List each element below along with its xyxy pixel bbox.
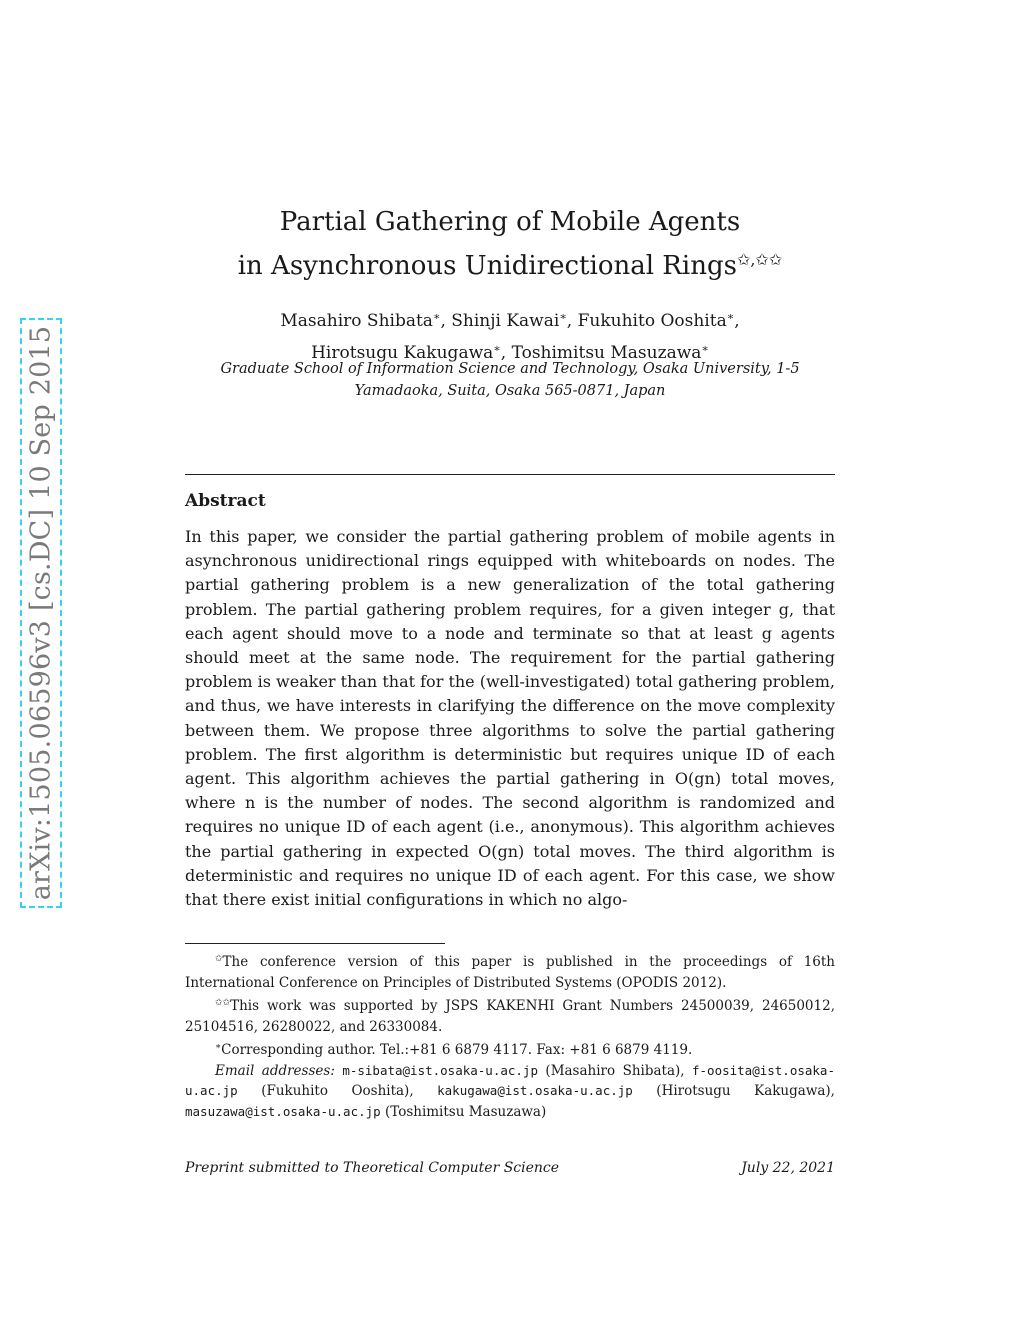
email-owner: (Hirotsugu Kakugawa),: [656, 1083, 835, 1099]
author-name: Shinji Kawai: [451, 311, 560, 331]
footnote-funding: [185, 993, 835, 1037]
email-owner: (Toshimitsu Masuzawa): [384, 1103, 547, 1120]
author-name: Masahiro Shibata: [280, 311, 433, 331]
title-line-2-text: in Asynchronous Unidirectional Rings: [237, 251, 737, 281]
paper-title: [185, 204, 835, 285]
author-mark: ∗: [726, 310, 735, 323]
footnotes: [185, 949, 835, 1122]
email-owner: (Fukuhito Ooshita),: [261, 1083, 414, 1099]
author-line-2: Hirotsugu Kakugawa∗, Toshimitsu Masuzawa∗: [311, 342, 709, 363]
title-line-2: [185, 241, 835, 285]
email-owner: (Masahiro Shibata),: [545, 1062, 685, 1079]
footnote-mark: ✩: [215, 954, 223, 964]
footnote-text: Corresponding author. Tel.:+81 6 6879 4117. Fax: +81 6 6879 4119.: [221, 1042, 693, 1058]
abstract-text: In this paper, we consider the partial gathering problem of mobile agents in asynchronous unidirectional rings equipped with whiteboards on nodes. The partial gathering problem is a new generalization of the total gathering problem. The partial gathering problem requires, for a given integer g, that each agent should move to a node and terminate so that at least g agents should meet at the same node. The requirement for the partial gathering problem is weaker than that for the (well-investigated) total gathering problem, and thus, we have interests in clarifying the difference on the move complexity between them. We propose three algorithms to solve the partial gathering problem. The first algorithm is deterministic but requires unique ID of each agent. This algorithm achieves the partial gathering in O(gn) total moves, where n is the number of nodes. The second algorithm is randomized and requires no unique ID of each agent (i.e., anonymous). This algorithm achieves the partial gathering in expected O(gn) total moves. The third algorithm is deterministic and requires no unique ID of each agent. For this case, we show that there exist initial configurations in which no algo-: [185, 527, 835, 910]
footnote-conference: [185, 949, 835, 993]
email-link[interactable]: f-oosita@ist.osaka-u.ac.jp: [185, 1062, 835, 1098]
author-line-1: Masahiro Shibata∗, Shinji Kawai∗, Fukuhito Ooshita∗,: [280, 310, 740, 331]
footnote-mark: ∗: [215, 1042, 222, 1052]
footer-date: July 22, 2021: [741, 1160, 835, 1176]
author-name: Hirotsugu Kakugawa: [311, 343, 494, 363]
arxiv-id: arXiv:1505.06596v3 [cs.DC] 10 Sep 2015: [25, 325, 57, 901]
footnote-corresponding: [185, 1037, 835, 1061]
title-line-1: Partial Gathering of Mobile Agents: [279, 207, 741, 237]
abstract-heading: Abstract: [185, 491, 266, 511]
author-mark: ∗: [701, 342, 709, 355]
email-label: Email addresses:: [215, 1062, 335, 1079]
author-name: Toshimitsu Masuzawa: [511, 343, 702, 363]
header-divider: [185, 474, 835, 475]
email-link[interactable]: kakugawa@ist.osaka-u.ac.jp: [437, 1083, 633, 1098]
author-mark: ∗: [432, 310, 441, 323]
author-mark: ∗: [493, 342, 501, 355]
arxiv-stamp: [20, 318, 62, 908]
affiliation-line-1: Graduate School of Information Science and Technology, Osaka University, 1-5: [220, 361, 800, 377]
author-mark: ∗: [559, 310, 567, 323]
affiliation-line-2: Yamadaoka, Suita, Osaka 565-0871, Japan: [354, 383, 666, 399]
email-link[interactable]: masuzawa@ist.osaka-u.ac.jp: [185, 1103, 381, 1119]
footnote-mark: ✩✩: [215, 998, 231, 1008]
title-footnote-marks: ✩,✩✩: [736, 250, 783, 269]
author-name: Fukuhito Ooshita: [577, 311, 727, 331]
page-footer: [185, 1160, 835, 1176]
footnote-text: The conference version of this paper is published in the proceedings of 16th International Conference on Principles of Distributed Systems (OPODIS 2012).: [185, 954, 835, 991]
email-link[interactable]: m-sibata@ist.osaka-u.ac.jp: [342, 1062, 538, 1078]
footnote-divider: [185, 943, 445, 944]
footer-journal: Preprint submitted to Theoretical Computer Science: [185, 1160, 560, 1176]
footnote-emails: [185, 1061, 835, 1123]
affiliation: [185, 358, 835, 402]
footnote-text: This work was supported by JSPS KAKENHI Grant Numbers 24500039, 24650012, 25104516, 26280022, and 26330084.: [185, 998, 835, 1035]
